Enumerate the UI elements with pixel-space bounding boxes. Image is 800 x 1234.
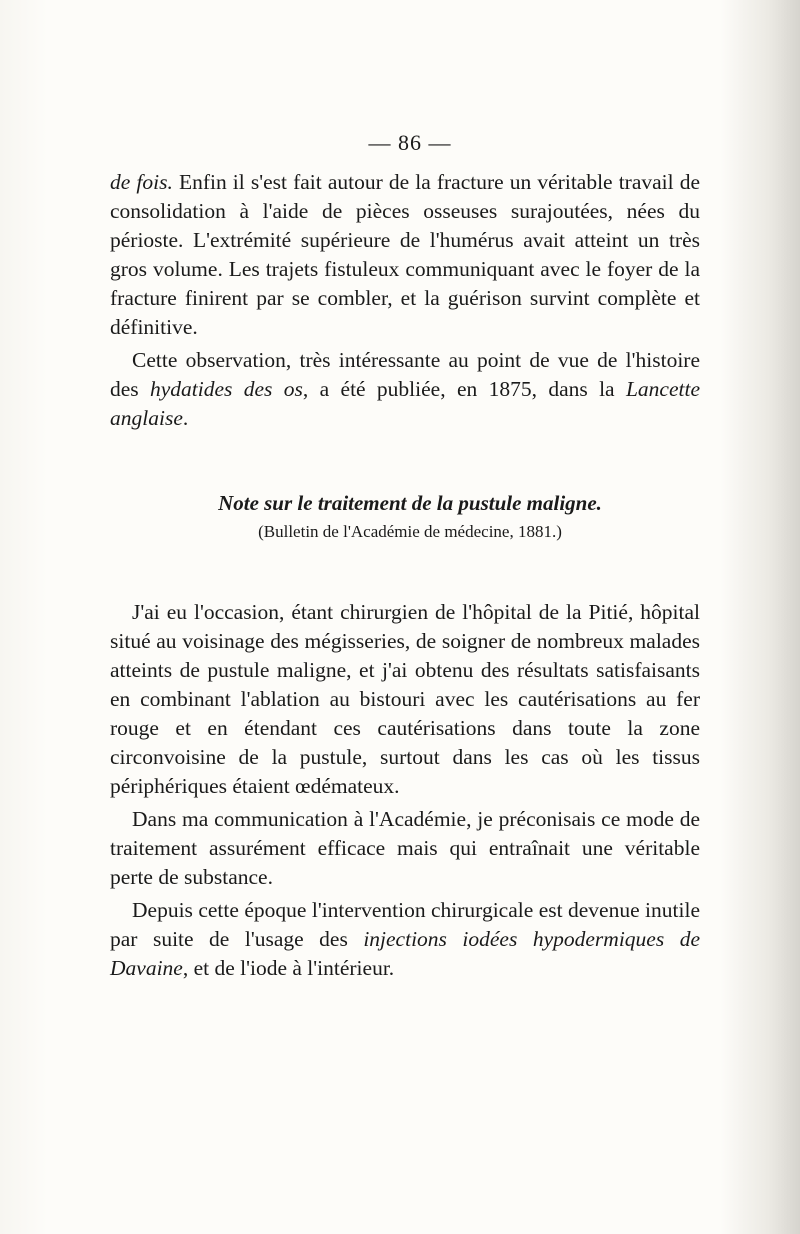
italic-injections: injections iodées hypodermiques de Davaine <box>110 927 700 980</box>
paragraph-5-text-b: , et de l'iode à l'intérieur. <box>182 956 395 980</box>
paragraph-4: Dans ma communication à l'Académie, je préconisais ce mode de traitement assurément efficace mais qui entraînait une véritable perte de substance. <box>110 807 700 889</box>
italic-hydatides: hydatides des os <box>150 377 303 401</box>
italic-phrase: de fois. <box>110 170 173 194</box>
paragraph-2-text-b: , a été publiée, en 1875, dans la <box>302 377 626 401</box>
paragraph-2 <box>110 346 700 433</box>
paragraph-5 <box>110 896 700 983</box>
page-number: — 86 — <box>368 130 452 155</box>
page-text <box>110 130 700 983</box>
note-source: (Bulletin de l'Académie de médecine, 1881.) <box>258 522 562 541</box>
italic-lancette: Lancette anglaise <box>110 377 700 430</box>
paragraph-1 <box>110 168 700 342</box>
paragraph-3: J'ai eu l'occasion, étant chirurgien de l'hôpital de la Pitié, hôpital situé au voisinage des mégisseries, de soigner de nombreux malades atteints de pustule maligne, et j'ai obtenu des résultats satisfaisants en combinant l'ablation au bistouri avec les cautérisations au fer rouge et en étendant ces cautérisations dans toute la zone circonvoisine de la pustule, surtout dans les cas où les tissus périphériques étaient œdémateux. <box>110 600 700 798</box>
paragraph-5-text-a: Depuis cette époque l'intervention chirurgicale est devenue inutile par suite de l'usage des <box>110 898 700 951</box>
note-title: Note sur le traitement de la pustule maligne. <box>218 491 602 515</box>
paragraph-1-text: Enfin il s'est fait autour de la fracture un véritable travail de consolidation à l'aide de pièces osseuses surajoutées, nées du périoste. L'extrémité supérieure de l'humérus avait atteint un très gros volume. Les trajets fistuleux communiquant avec le foyer de la fracture finirent par se combler, et la guérison survint complète et définitive. <box>110 170 701 339</box>
paragraph-2-text-c: . <box>182 406 189 430</box>
paragraph-2-text-a: Cette observation, très intéressante au point de vue de l'histoire des <box>110 348 700 401</box>
